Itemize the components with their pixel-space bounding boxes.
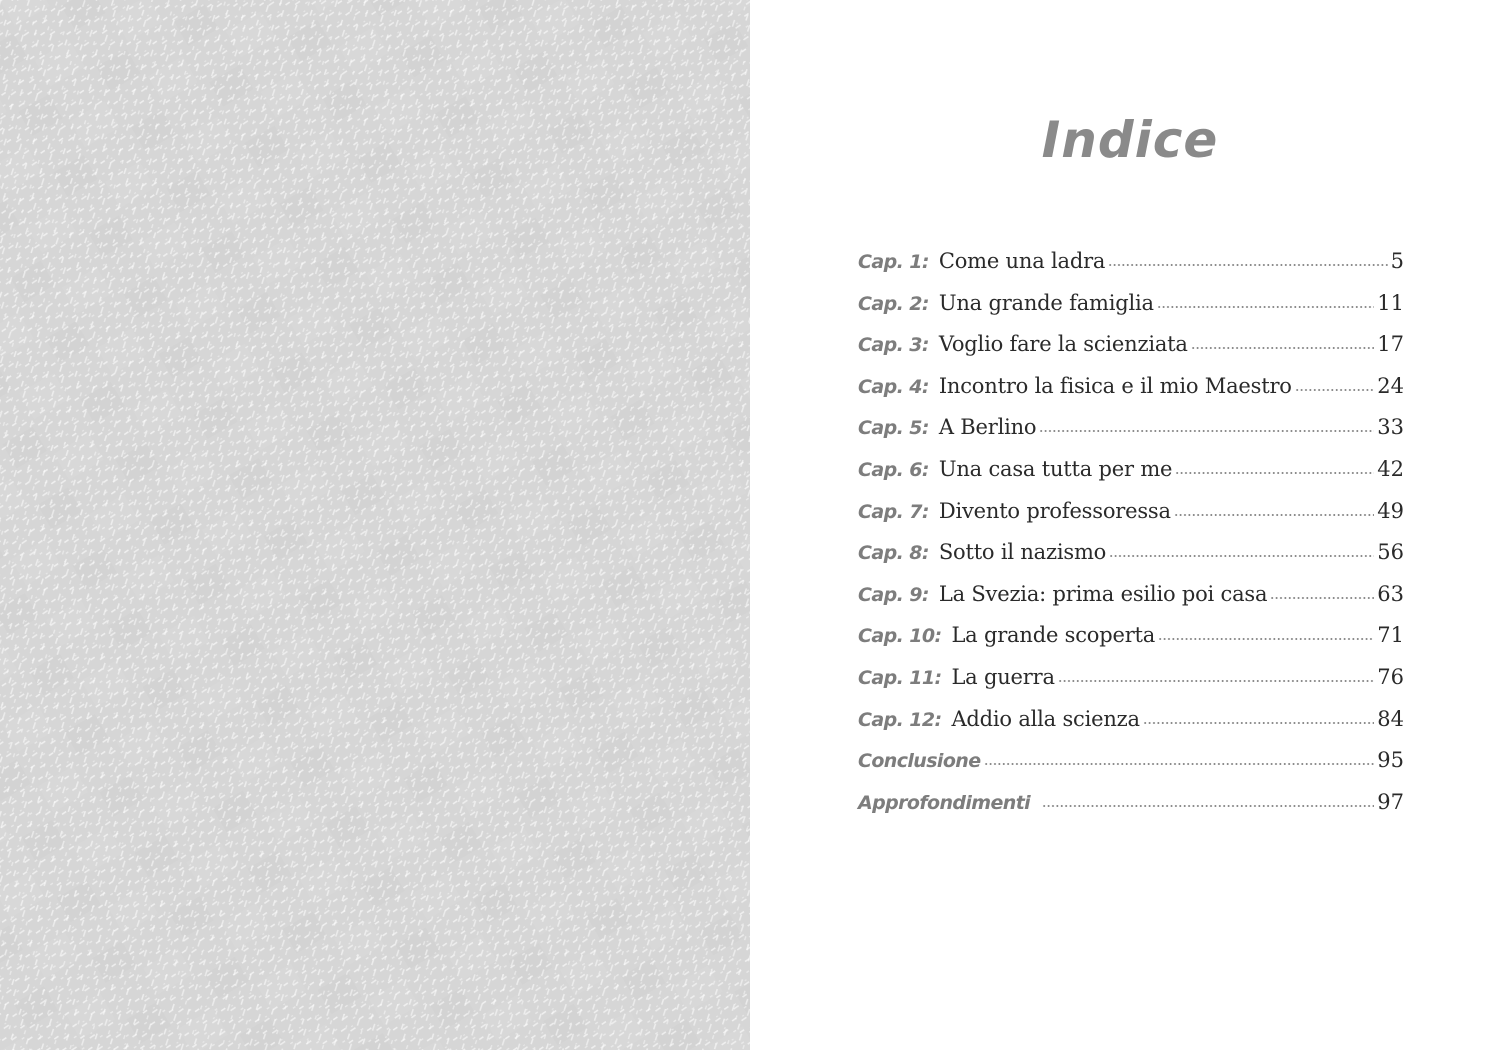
chapter-title: Sotto il nazismo	[938, 540, 1107, 565]
dot-leader	[1175, 471, 1374, 475]
page-number: 24	[1377, 373, 1404, 398]
page-number: 63	[1377, 581, 1404, 606]
page-number: 76	[1377, 664, 1404, 689]
dot-leader	[1108, 263, 1387, 267]
chapter-label: Cap. 1:	[858, 251, 929, 273]
chapter-label: Cap. 4:	[858, 375, 929, 398]
chapter-label: Cap. 9:	[858, 583, 929, 606]
chapter-title: A Berlino	[938, 415, 1037, 440]
dot-leader	[1270, 596, 1374, 600]
chapter-title: Voglio fare la scienziata	[938, 332, 1188, 357]
chapter-label: Cap. 3:	[858, 334, 929, 357]
toc-entry	[858, 740, 1404, 782]
dot-leader	[1191, 346, 1375, 350]
dot-leader	[1143, 721, 1374, 725]
toc-entry	[858, 782, 1404, 824]
chapter-title: Una casa tutta per me	[938, 456, 1173, 481]
toc-entry	[858, 657, 1404, 699]
chapter-title: Divento professoressa	[938, 498, 1171, 523]
dot-leader	[1039, 429, 1374, 433]
page-number: 56	[1377, 540, 1404, 565]
chapter-title: Incontro la fisica e il mio Maestro	[938, 373, 1292, 398]
toc-entry	[858, 366, 1404, 408]
toc-entry	[858, 615, 1404, 657]
chapter-title: La Svezia: prima esilio poi casa	[938, 581, 1268, 606]
page-number: 5	[1390, 249, 1404, 273]
chapter-title: La guerra	[951, 664, 1055, 689]
toc-entry	[858, 407, 1404, 449]
toc-entry	[858, 574, 1404, 616]
chapter-label: Cap. 12:	[858, 708, 942, 731]
page-number: 11	[1377, 290, 1404, 315]
section-label: Approfondimenti	[858, 791, 1031, 814]
chapter-title: Come una ladra	[938, 249, 1106, 273]
dot-leader	[1158, 637, 1374, 641]
chapter-label: Cap. 2:	[858, 292, 929, 315]
toc-entry	[858, 283, 1404, 325]
chapter-label: Cap. 11:	[858, 666, 942, 689]
section-label: Conclusione	[858, 750, 981, 773]
dot-leader	[1295, 388, 1375, 392]
toc-entry	[858, 491, 1404, 533]
page-number: 17	[1377, 332, 1404, 357]
dot-leader	[1058, 679, 1374, 683]
chapter-title: Una grande famiglia	[938, 290, 1154, 315]
toc-entry	[858, 532, 1404, 574]
table-of-contents	[858, 241, 1404, 823]
page-number: 33	[1377, 415, 1404, 440]
toc-entry	[858, 324, 1404, 366]
chapter-title: Addio alla scienza	[951, 706, 1140, 731]
dot-leader	[1109, 554, 1374, 558]
dot-leader	[1157, 305, 1374, 309]
page-title: Indice	[1041, 111, 1219, 169]
chapter-label: Cap. 5:	[858, 417, 929, 440]
page-number: 84	[1377, 706, 1404, 731]
chapter-title: La grande scoperta	[951, 623, 1156, 648]
chapter-label: Cap. 7:	[858, 500, 929, 523]
chapter-label: Cap. 8:	[858, 542, 929, 565]
dot-leader	[984, 762, 1375, 766]
page-number: 42	[1377, 456, 1404, 481]
toc-entry	[858, 449, 1404, 491]
page-number: 49	[1377, 498, 1404, 523]
page-number: 95	[1377, 748, 1404, 773]
chapter-label: Cap. 6:	[858, 458, 929, 481]
page-number: 97	[1377, 789, 1404, 814]
right-page	[750, 0, 1500, 1050]
dot-leader	[1174, 513, 1374, 517]
toc-entry	[858, 699, 1404, 741]
dot-leader	[1042, 804, 1374, 808]
chapter-label: Cap. 10:	[858, 625, 942, 648]
toc-entry	[858, 241, 1404, 283]
page-number: 71	[1377, 623, 1404, 648]
